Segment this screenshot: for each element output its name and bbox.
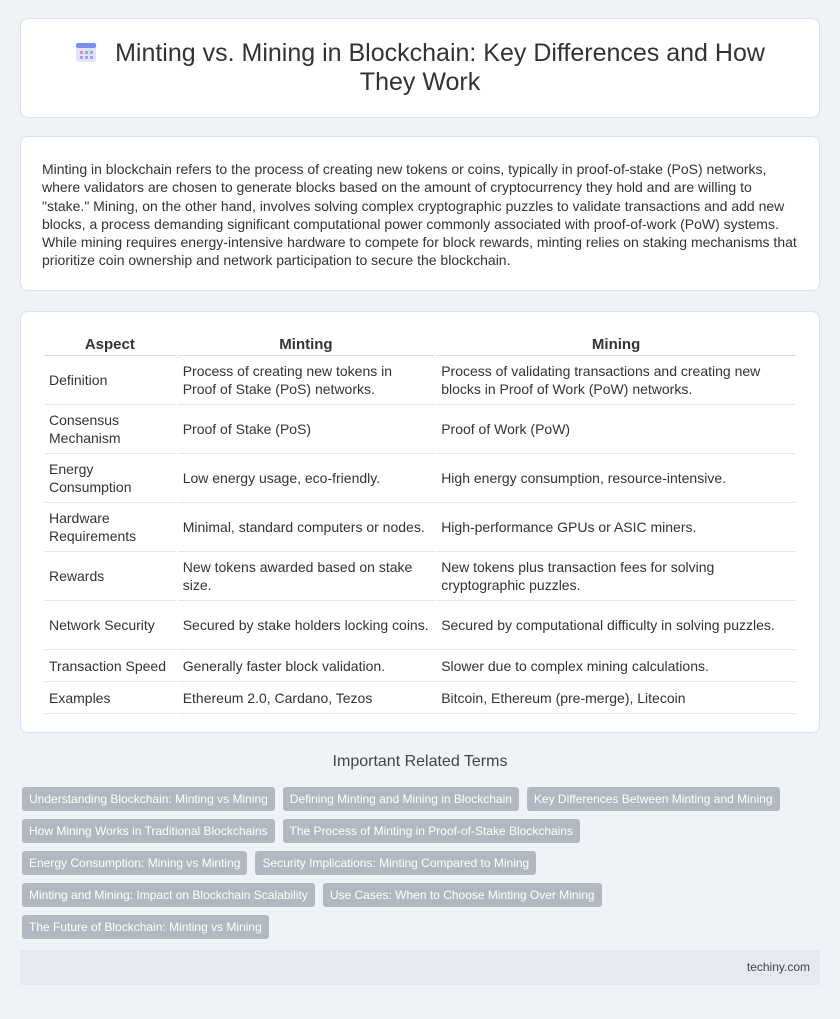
- row-aspect: Definition: [44, 356, 176, 405]
- related-term-tag[interactable]: Minting and Mining: Impact on Blockchain Scalability: [22, 883, 315, 907]
- intro-paragraph: Minting in blockchain refers to the process of creating new tokens or coins, typically in proof-of-stake (PoS) networks, where validators are chosen to generate blocks based on the amount of cryptocurrency they hold and are willing to "stake." Mining, on the other hand, involves solving complex cryptographic puzzles to validate transactions and add new blocks, a process demanding significant computational power commonly associated with proof-of-work (PoW) systems. While mining requires energy-intensive hardware to compete for block rewards, minting relies on staking mechanisms that prioritize coin ownership and network participation to secure the blockchain.: [42, 161, 797, 269]
- header-mining: Mining: [436, 332, 796, 356]
- intro-card: [20, 136, 820, 291]
- row-mining: Proof of Work (PoW): [436, 405, 796, 454]
- table-row: [44, 552, 796, 601]
- related-term-tag[interactable]: How Mining Works in Traditional Blockchains: [22, 819, 275, 843]
- header-aspect: Aspect: [44, 332, 176, 356]
- row-aspect: Energy Consumption: [44, 454, 176, 503]
- table-row: [44, 405, 796, 454]
- row-aspect: Examples: [44, 682, 176, 714]
- row-minting: Process of creating new tokens in Proof of Stake (PoS) networks.: [178, 356, 434, 405]
- table-row: [44, 503, 796, 552]
- calendar-grid-icon: [75, 41, 97, 63]
- row-mining: Bitcoin, Ethereum (pre-merge), Litecoin: [436, 682, 796, 714]
- page-title: [61, 39, 779, 97]
- footer: [20, 950, 820, 985]
- row-mining: New tokens plus transaction fees for solving cryptographic puzzles.: [436, 552, 796, 601]
- table-row: [44, 601, 796, 650]
- row-mining: Secured by computational difficulty in solving puzzles.: [436, 601, 796, 650]
- related-term-tag[interactable]: Security Implications: Minting Compared to Mining: [255, 851, 536, 875]
- related-terms-title: Important Related Terms: [332, 753, 508, 770]
- related-term-tag[interactable]: Understanding Blockchain: Minting vs Mining: [22, 787, 275, 811]
- row-mining: High energy consumption, resource-intensive.: [436, 454, 796, 503]
- table-row: [44, 682, 796, 714]
- row-minting: New tokens awarded based on stake size.: [178, 552, 434, 601]
- row-minting: Proof of Stake (PoS): [178, 405, 434, 454]
- row-minting: Minimal, standard computers or nodes.: [178, 503, 434, 552]
- row-aspect: Transaction Speed: [44, 650, 176, 682]
- row-mining: Process of validating transactions and creating new blocks in Proof of Work (PoW) networks.: [436, 356, 796, 405]
- related-term-tag[interactable]: The Process of Minting in Proof-of-Stake Blockchains: [283, 819, 580, 843]
- row-aspect: Hardware Requirements: [44, 503, 176, 552]
- table-header-row: [44, 332, 796, 356]
- table-row: [44, 356, 796, 405]
- header-minting: Minting: [178, 332, 434, 356]
- row-minting: Generally faster block validation.: [178, 650, 434, 682]
- title-card: [20, 18, 820, 118]
- page-title-text: Minting vs. Mining in Blockchain: Key Differences and How They Work: [115, 39, 765, 96]
- related-term-tag[interactable]: Key Differences Between Minting and Mining: [527, 787, 780, 811]
- comparison-table-card: [20, 311, 820, 733]
- table-row: [44, 650, 796, 682]
- row-minting: Low energy usage, eco-friendly.: [178, 454, 434, 503]
- related-terms-tags: [22, 787, 820, 947]
- related-term-tag[interactable]: Use Cases: When to Choose Minting Over Mining: [323, 883, 602, 907]
- row-aspect: Rewards: [44, 552, 176, 601]
- row-aspect: Network Security: [44, 601, 176, 650]
- row-mining: Slower due to complex mining calculations.: [436, 650, 796, 682]
- row-minting: Secured by stake holders locking coins.: [178, 601, 434, 650]
- related-term-tag[interactable]: Defining Minting and Mining in Blockchain: [283, 787, 519, 811]
- row-minting: Ethereum 2.0, Cardano, Tezos: [178, 682, 434, 714]
- row-mining: High-performance GPUs or ASIC miners.: [436, 503, 796, 552]
- footer-site-link[interactable]: techiny.com: [746, 960, 810, 974]
- row-aspect: Consensus Mechanism: [44, 405, 176, 454]
- related-term-tag[interactable]: Energy Consumption: Mining vs Minting: [22, 851, 247, 875]
- comparison-table: [42, 332, 798, 714]
- related-term-tag[interactable]: The Future of Blockchain: Minting vs Mining: [22, 915, 269, 939]
- table-row: [44, 454, 796, 503]
